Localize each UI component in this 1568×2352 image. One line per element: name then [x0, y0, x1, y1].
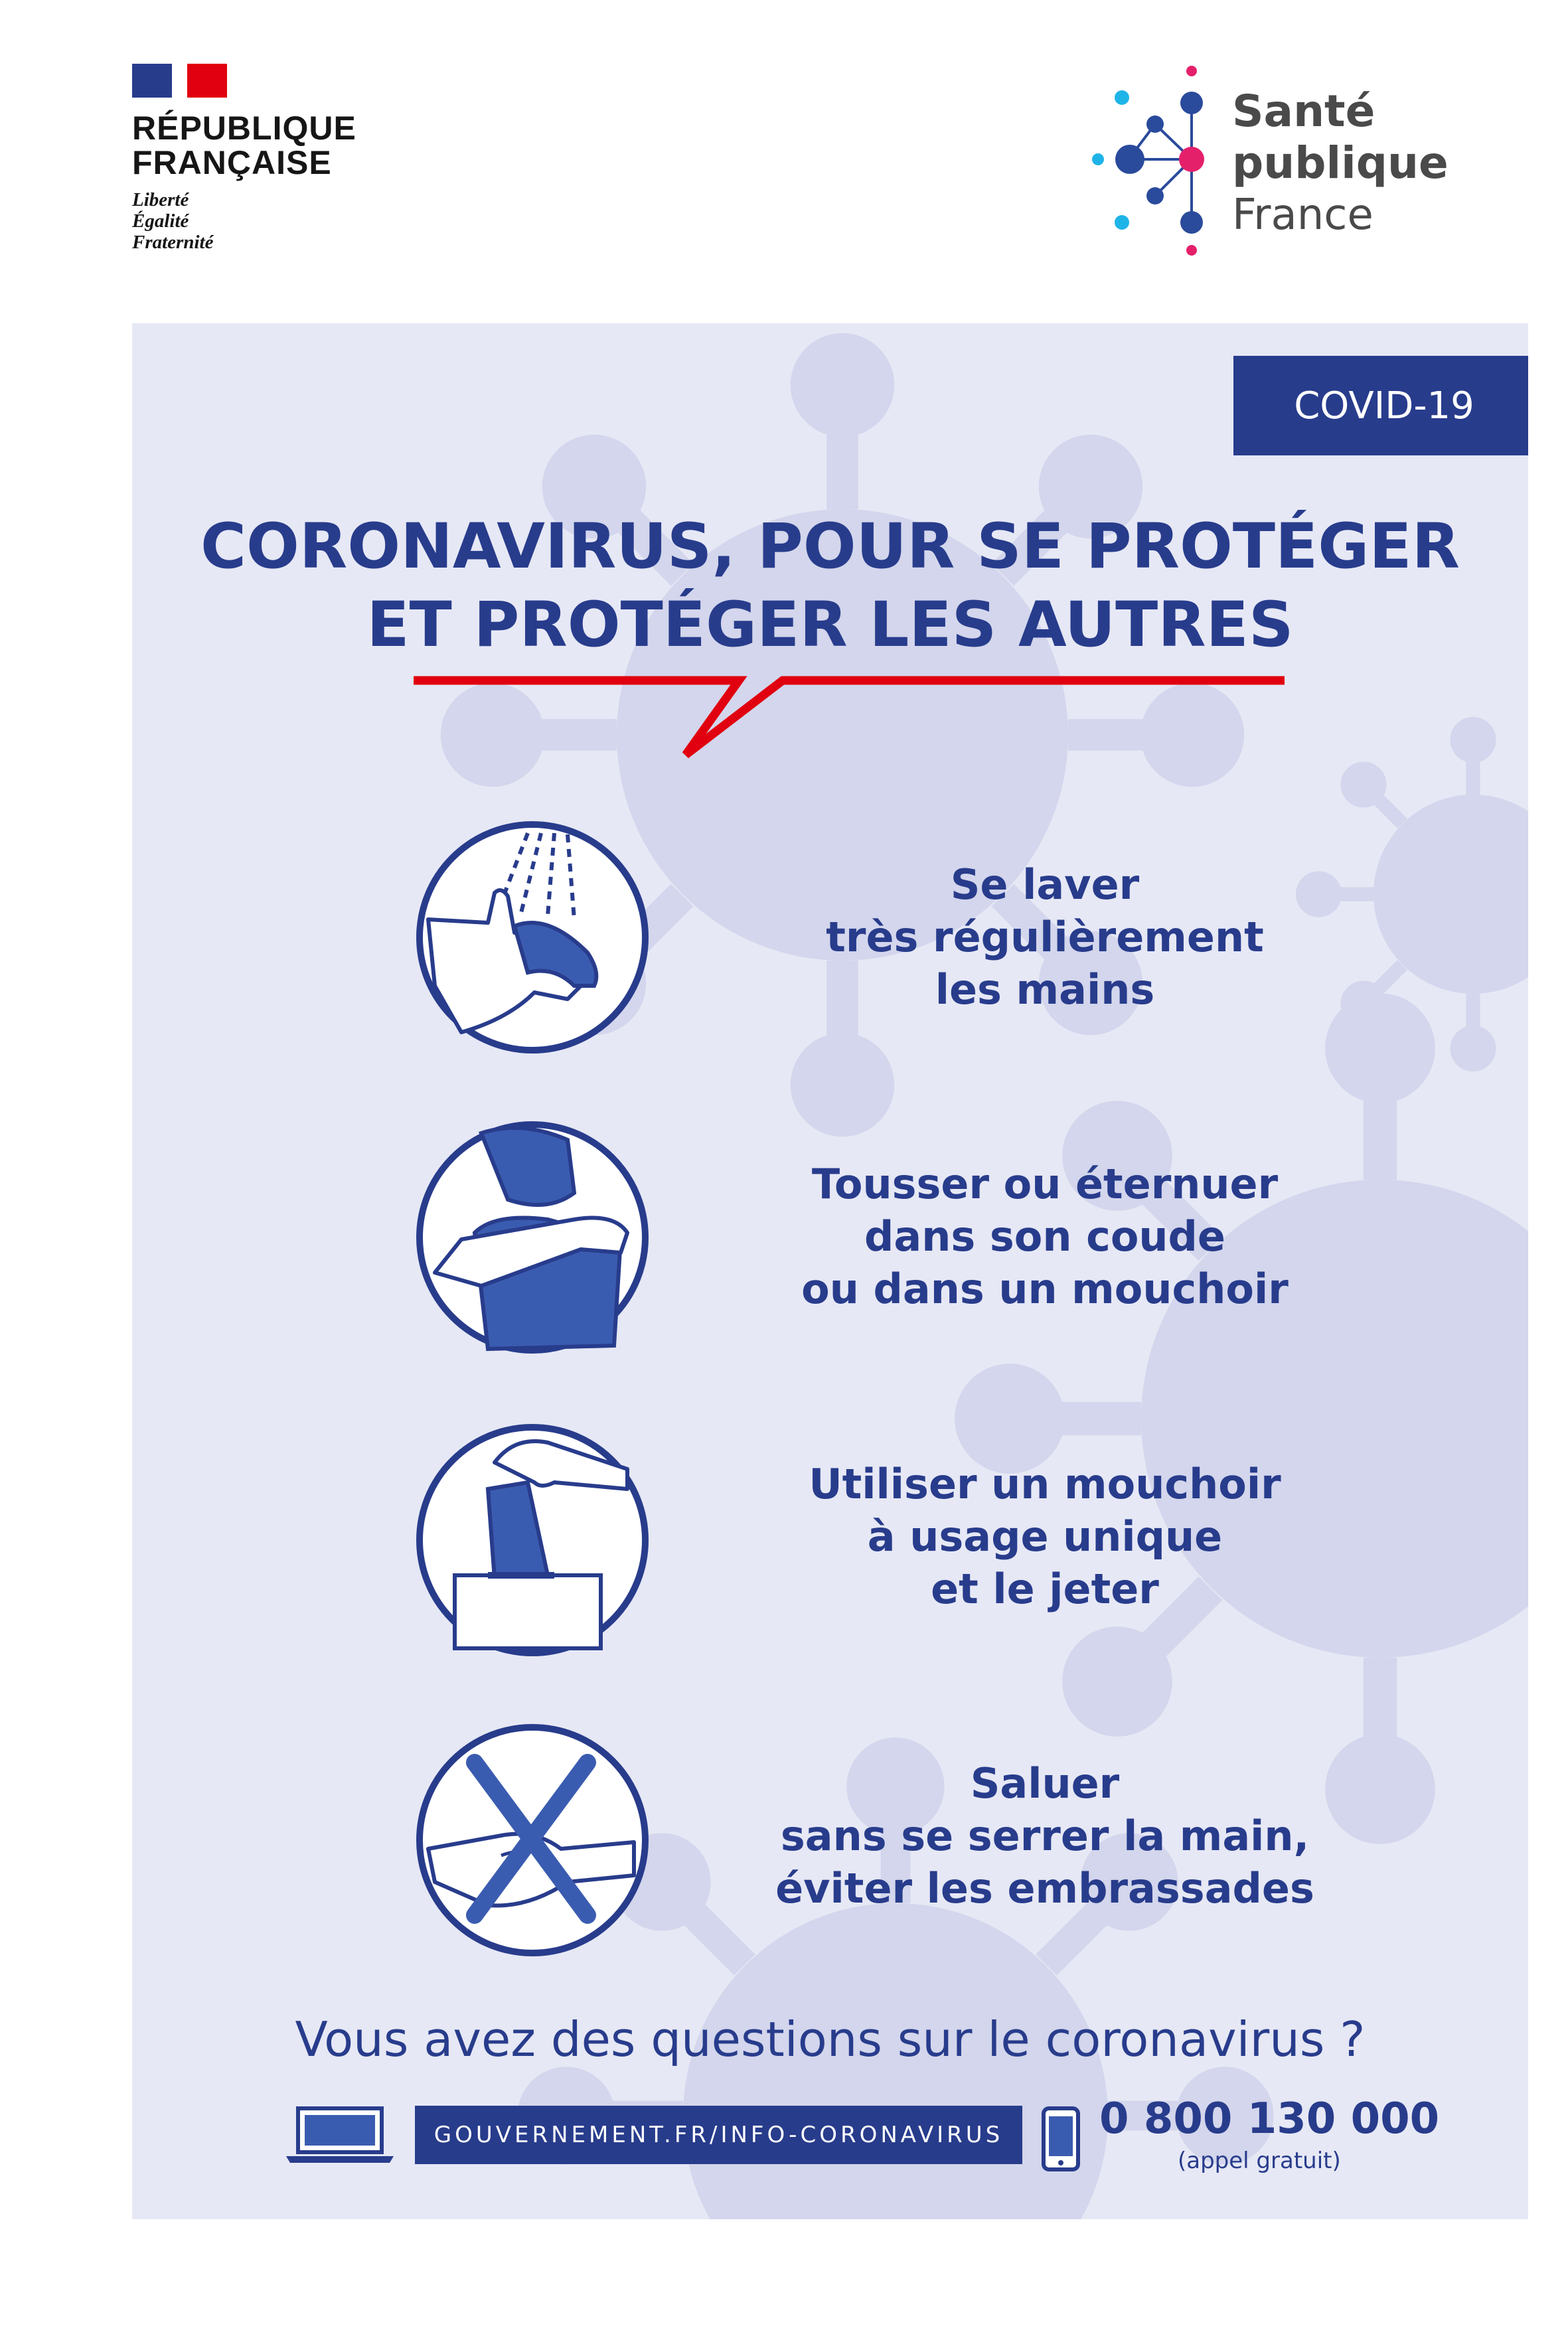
republique-name: RÉPUBLIQUE FRANÇAISE: [132, 110, 356, 181]
phone-note: (appel gratuit): [1178, 2148, 1341, 2174]
phone-icon: [1041, 2106, 1081, 2172]
molecule-logo-icon: [1089, 63, 1228, 262]
republique-francaise-logo: [132, 64, 411, 253]
laptop-icon: [283, 2106, 396, 2164]
republique-motto: Liberté Égalité Fraternité: [132, 189, 214, 253]
poster-panel: [132, 323, 1528, 2219]
info-url-link[interactable]: GOUVERNEMENT.FR/INFO-CORONAVIRUS: [415, 2106, 1022, 2164]
step-1-text: Se laver très régulièrement les mains: [826, 860, 1264, 1014]
sante-publique-name: Santé publique France: [1232, 86, 1449, 240]
phone-number-link[interactable]: 0 800 130 000: [1099, 2094, 1440, 2144]
sante-publique-france-logo: [1089, 63, 1460, 262]
page-title: CORONAVIRUS, POUR SE PROTÉGER ET PROTÉGER LES AUTRES: [200, 510, 1460, 661]
speech-bubble-underline-icon: [411, 675, 1287, 768]
step-2-text: Tousser ou éternuer dans son coude ou dans un mouchoir: [801, 1160, 1289, 1313]
french-flag-icon: [132, 64, 227, 98]
step-3-text: Utiliser un mouchoir à usage unique et le jeter: [809, 1460, 1281, 1613]
question-text: Vous avez des questions sur le coronavirus ?: [295, 2011, 1366, 2067]
covid-badge: COVID-19: [1233, 356, 1528, 455]
step-4-text: Saluer sans se serrer la main, éviter les embrassades: [775, 1759, 1314, 1913]
